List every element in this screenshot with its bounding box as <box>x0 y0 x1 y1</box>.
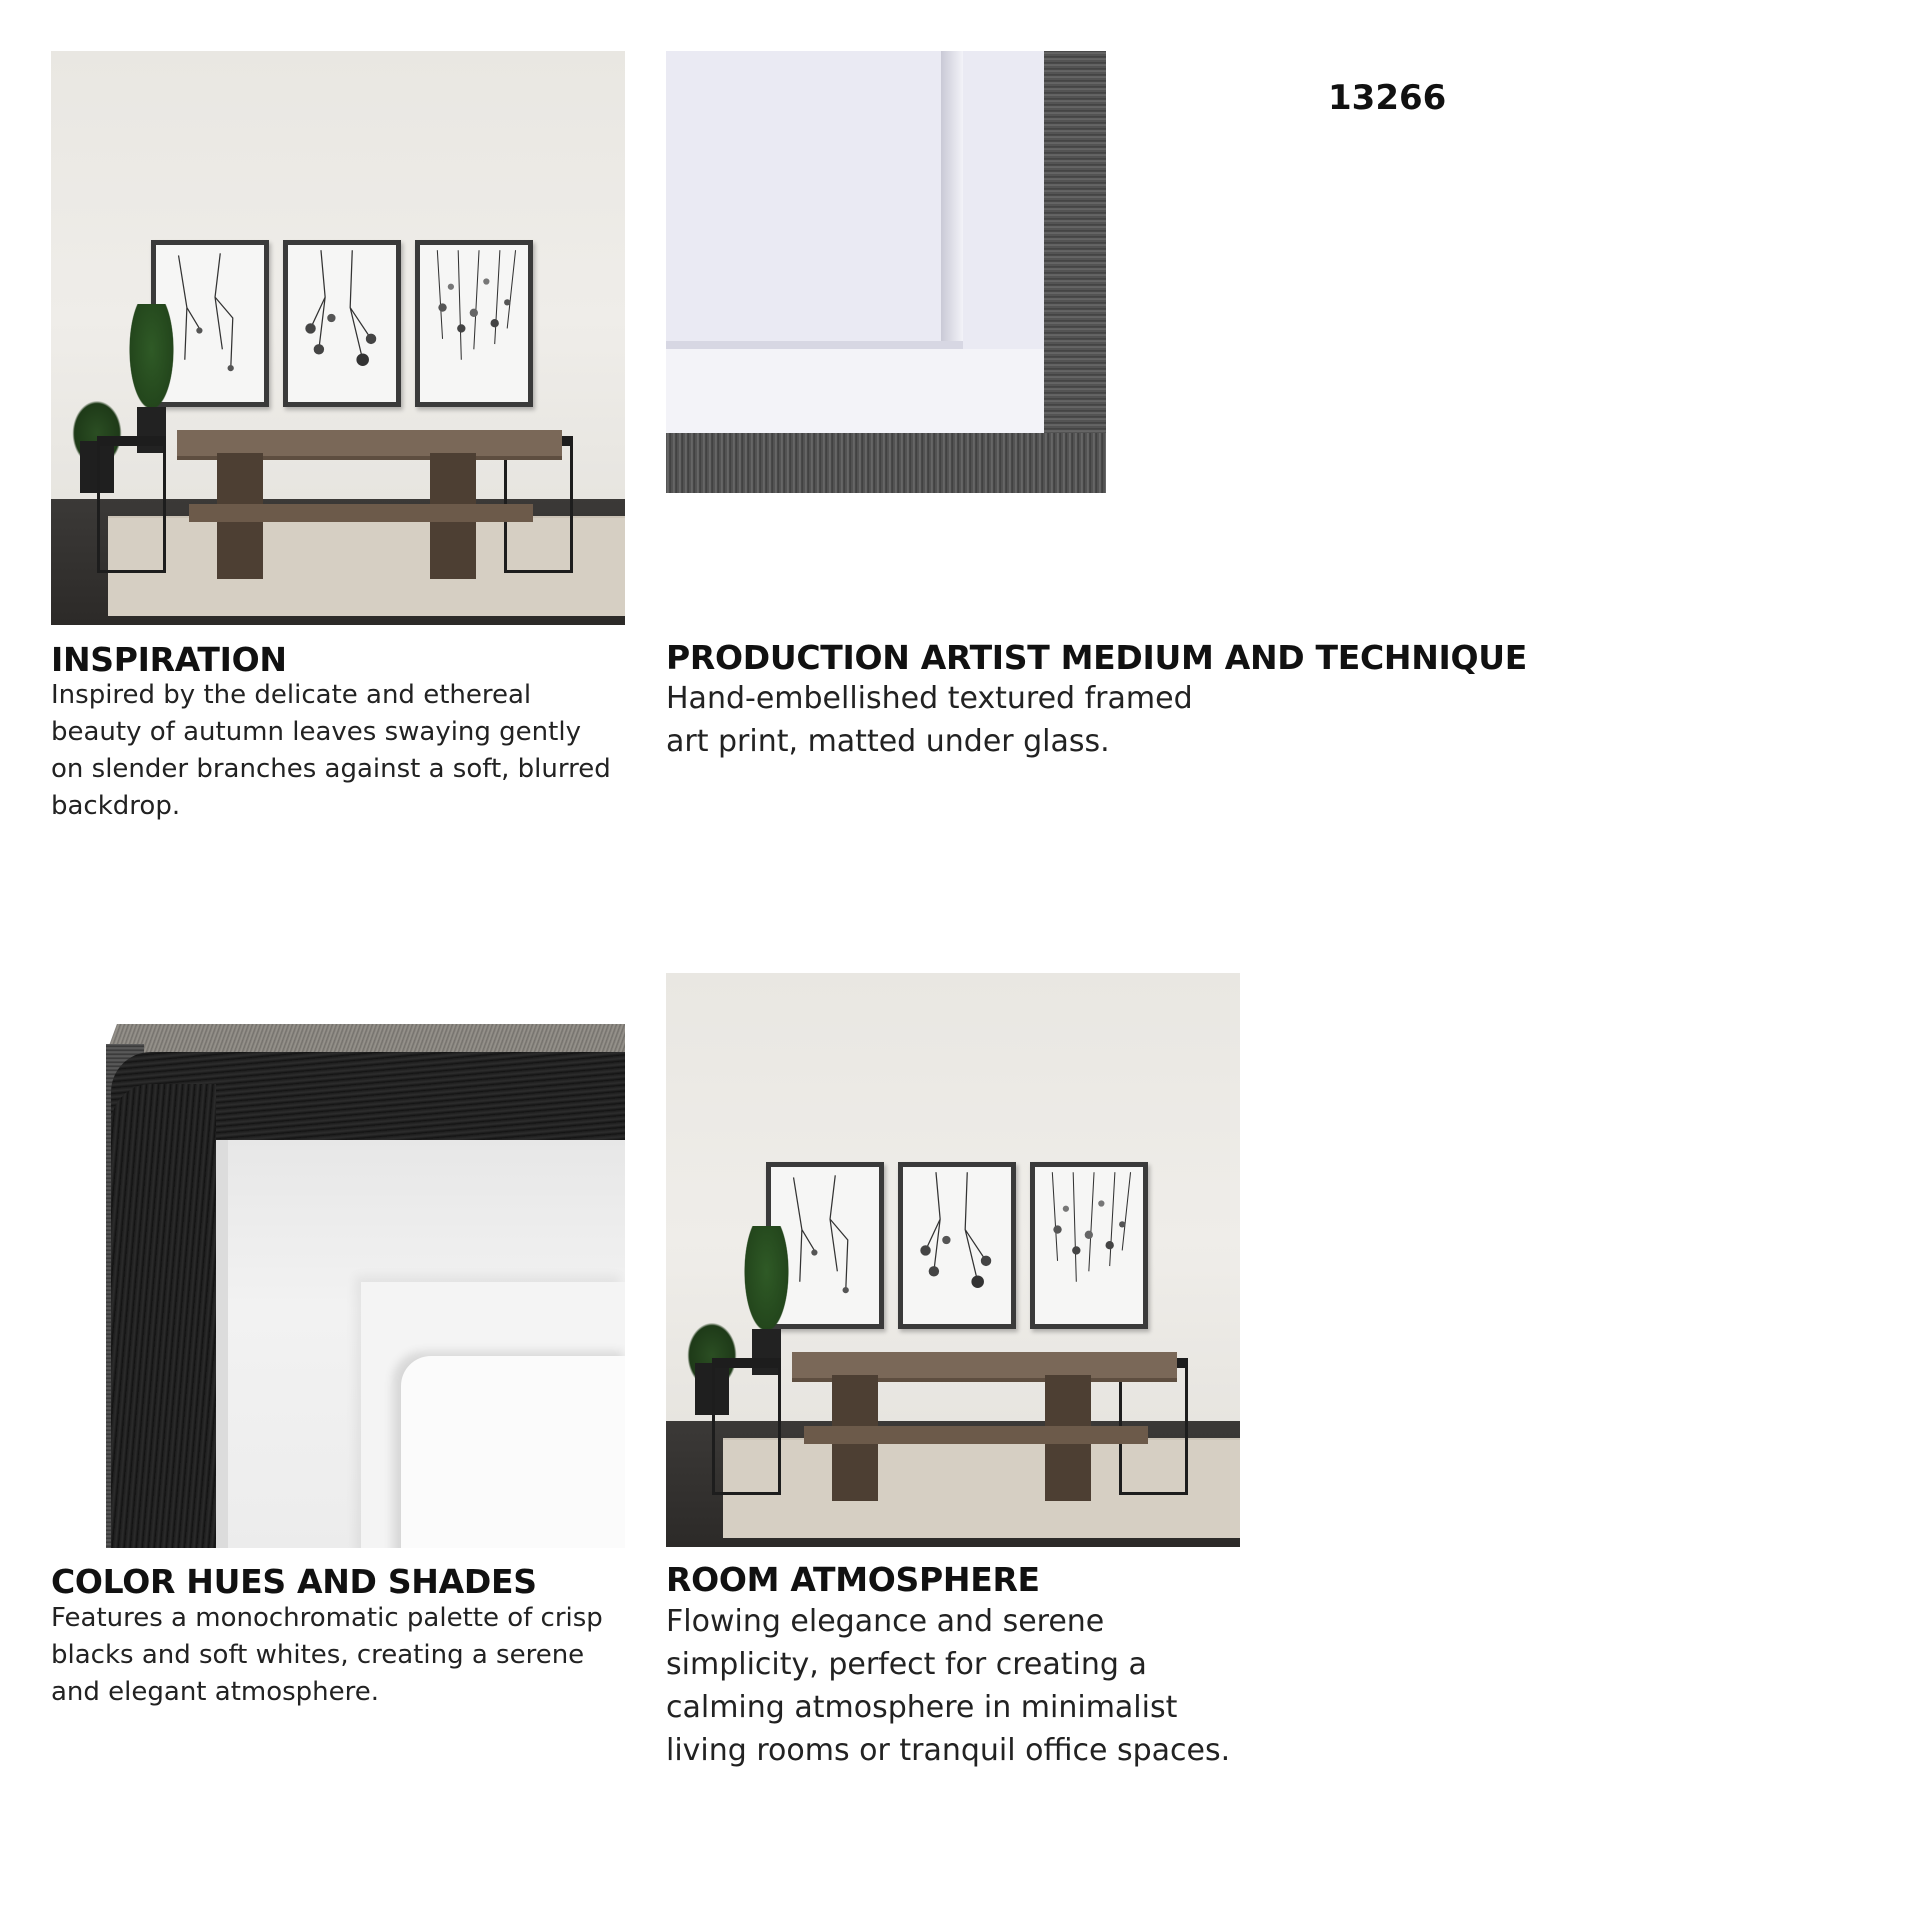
room-scene-photo-2 <box>666 973 1240 1547</box>
color-text: Features a monochromatic palette of crisp blacks and soft whites, creating a serene and elegant atmosphere. <box>51 1603 603 1707</box>
product-sku: 13266 <box>1328 78 1447 118</box>
production-title: PRODUCTION ARTIST MEDIUM AND TECHNIQUE <box>666 638 1528 677</box>
color-title: COLOR HUES AND SHADES <box>51 1562 537 1601</box>
frame-corner-closeup <box>666 51 1106 493</box>
artwork-frame <box>1030 1162 1148 1328</box>
inspiration-text: Inspired by the delicate and ethereal beauty of autumn leaves swaying gently on slender branches against a soft, blurred backdrop. <box>51 680 611 821</box>
room-scene-photo <box>51 51 625 625</box>
production-text: Hand-embellished textured framed art print, matted under glass. <box>666 681 1193 759</box>
black-frame-closeup <box>51 1024 625 1548</box>
inspiration-title: INSPIRATION <box>51 640 287 679</box>
artwork-frame <box>283 240 401 406</box>
artwork-frame <box>415 240 533 406</box>
room-atmosphere-text: Flowing elegance and serene simplicity, perfect for creating a calming atmosphere in minimalist living rooms or tranquil office spaces. <box>666 1604 1231 1768</box>
artwork-frame <box>898 1162 1016 1328</box>
room-atmosphere-title: ROOM ATMOSPHERE <box>666 1560 1040 1599</box>
